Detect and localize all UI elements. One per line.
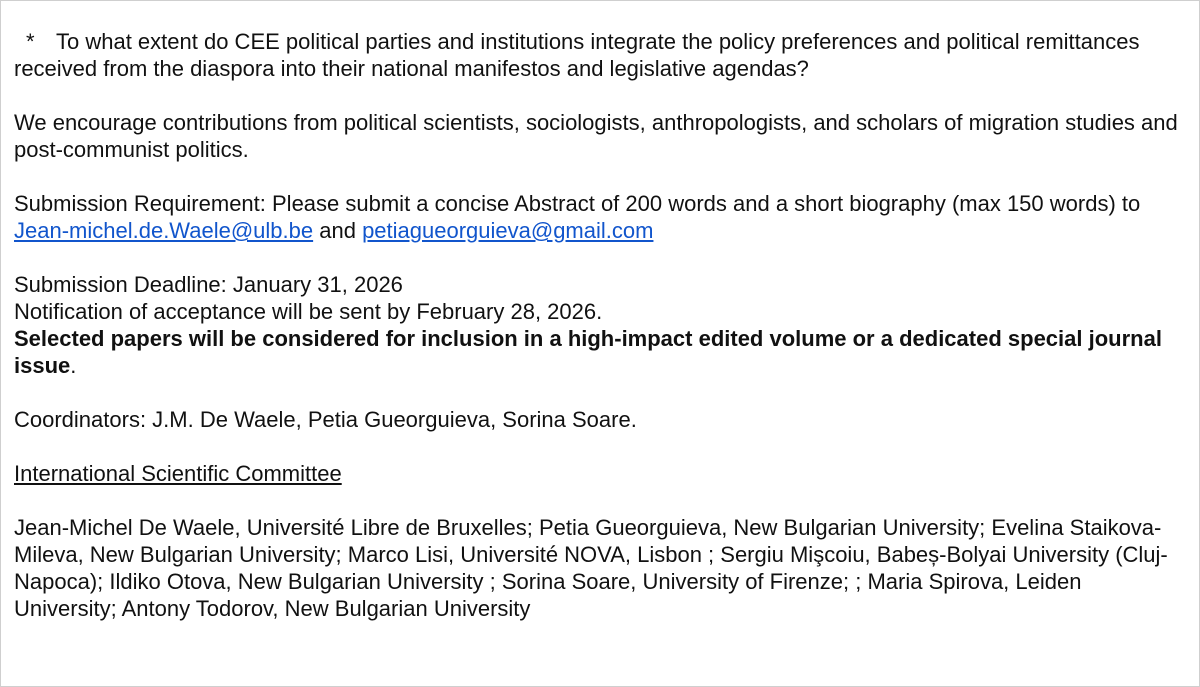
bullet-text: To what extent do CEE political parties and institutions integrate the policy preferences and political remittances received from the diaspora into their national manifestos and legislative agendas? (14, 29, 1140, 81)
submission-deadline: Submission Deadline: January 31, 2026 (14, 272, 403, 297)
committee-heading: International Scientific Committee (14, 461, 342, 486)
coordinators-paragraph: Coordinators: J.M. De Waele, Petia Gueorguieva, Sorina Soare. (14, 407, 637, 432)
selected-papers-period: . (70, 353, 77, 378)
bullet-marker: * (26, 29, 35, 54)
committee-members: Jean-Michel De Waele, Université Libre de Bruxelles; Petia Gueorguieva, New Bulgarian University; Evelina Staikova-Mileva, New Bulgarian University; Marco Lisi, Université NOVA, Lisbon ; Sergiu Mişcoiu, Babeș-Bolyai University (Cluj-Napoca); Ildiko Otova, New Bulgarian University ; Sorina Soare, University of Firenze; ; Maria Spirova, Leiden University; Antony Todorov, New Bulgarian University (14, 515, 1168, 621)
notification-date: Notification of acceptance will be sent by February 28, 2026. (14, 299, 603, 324)
email-link-dewaele[interactable]: Jean-michel.de.Waele@ulb.be (14, 218, 314, 243)
and-text: and (313, 218, 363, 243)
submission-requirement-paragraph (14, 190, 1189, 244)
document-body (14, 28, 1189, 649)
selected-papers-text: Selected papers will be considered for inclusion in a high-impact edited volume or a dedicated special journal issue (14, 326, 1162, 378)
research-question-bullet (14, 28, 1189, 82)
encourage-paragraph: We encourage contributions from political scientists, sociologists, anthropologists, and scholars of migration studies and post-communist politics. (14, 110, 1178, 162)
email-link-gueorguieva[interactable]: petiagueorguieva@gmail.com (362, 218, 654, 243)
selected-papers-paragraph (14, 325, 1189, 379)
submission-requirement-text: Submission Requirement: Please submit a concise Abstract of 200 words and a short biography (max 150 words) to (14, 191, 1141, 216)
